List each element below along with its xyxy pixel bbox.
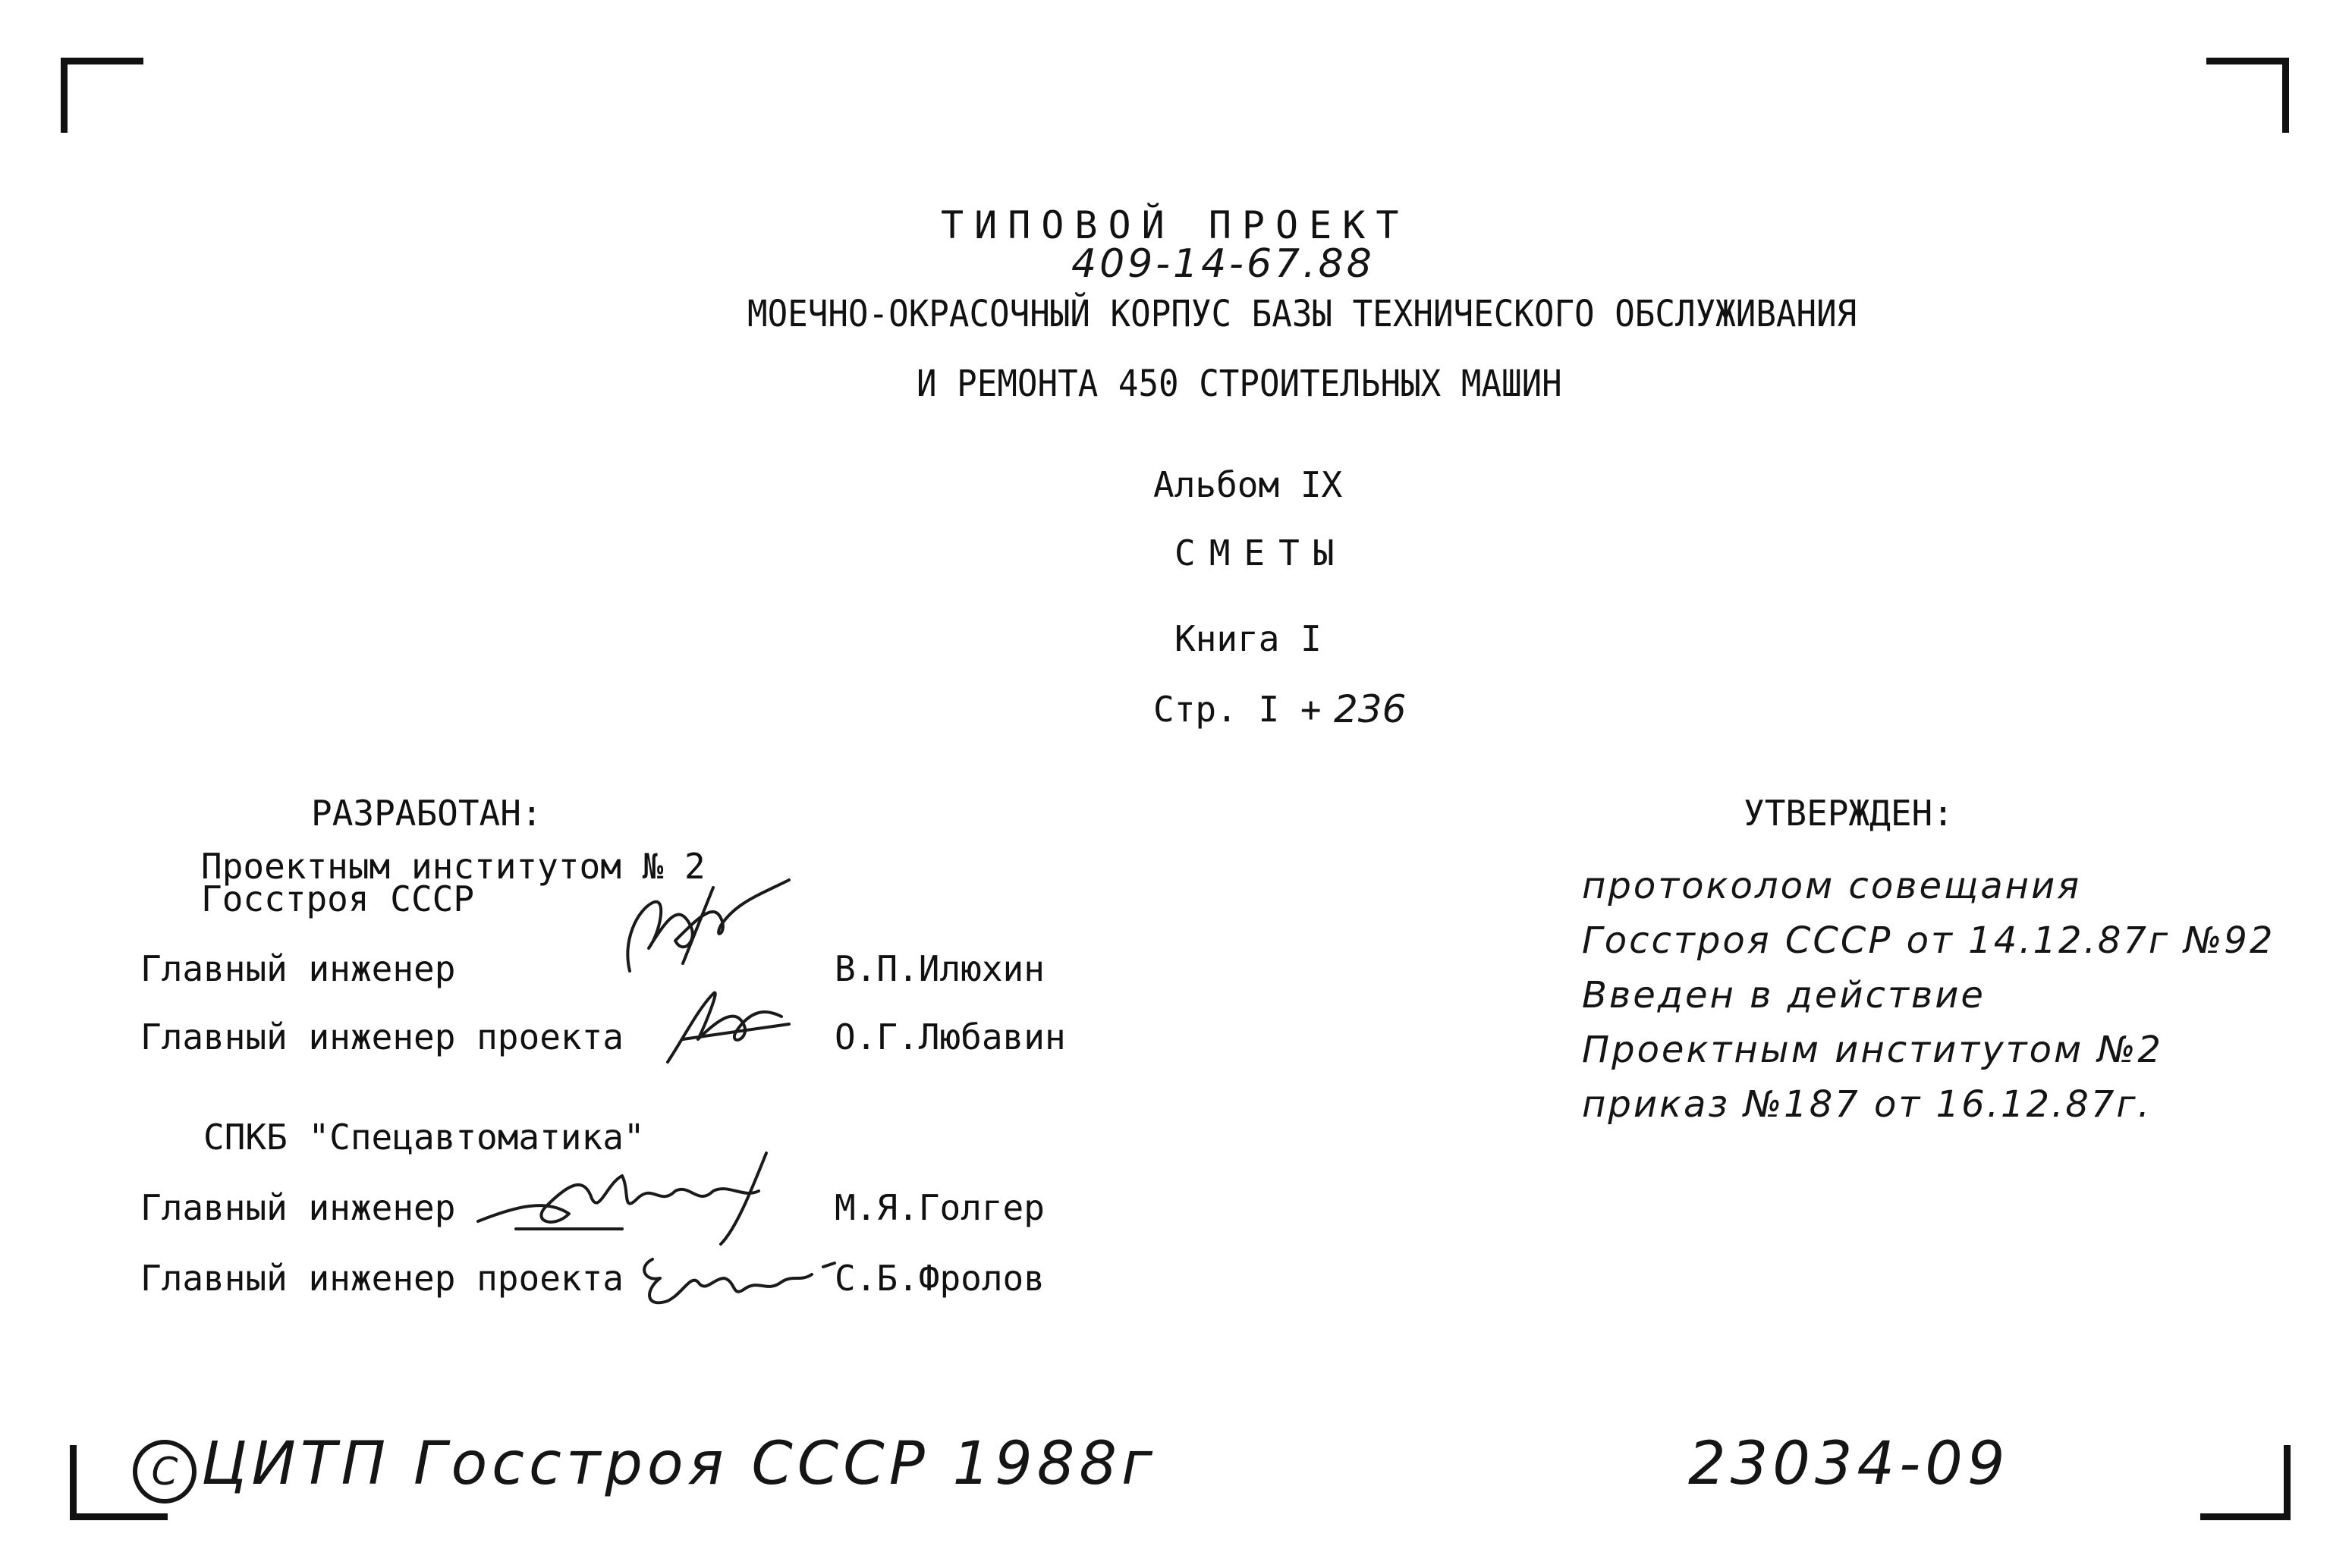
corner-mark-top-right: [2206, 58, 2289, 133]
approved-line: Госстроя СССР от 14.12.87г №92: [1582, 919, 2275, 962]
signatory-name: М.Я.Голгер: [835, 1187, 1045, 1228]
album-label: Альбом IX: [1153, 464, 1343, 505]
signature-frolov: [630, 1236, 842, 1320]
signatory-role: Главный инженер: [140, 1187, 456, 1228]
signatory-name: В.П.Илюхин: [835, 948, 1045, 989]
book-label: Книга I: [1174, 618, 1322, 659]
approved-line: Введен в действие: [1582, 974, 1986, 1017]
approved-heading: УТВЕРЖДЕН:: [1744, 793, 1954, 834]
corner-mark-top-left: [61, 58, 143, 133]
signatory-role: Главный инженер проекта: [140, 1017, 624, 1057]
project-subject-line2: И РЕМОНТА 450 СТРОИТЕЛЬНЫХ МАШИН: [917, 363, 1562, 405]
inventory-number: 23034-09: [1688, 1430, 2010, 1498]
signatory-role: Главный инженер проекта: [140, 1258, 624, 1299]
signature-golger: [470, 1145, 789, 1252]
corner-mark-bottom-right: [2200, 1445, 2291, 1520]
developer-org-line1: Проектным институтом № 2: [201, 846, 706, 887]
signatory-name: С.Б.Фролов: [835, 1258, 1045, 1299]
developer-org2: СПКБ "Спецавтоматика": [203, 1117, 645, 1158]
developer-org-line2: Госстроя СССР: [201, 878, 475, 919]
project-subject-line1: МОЕЧНО-ОКРАСОЧНЫЙ КОРПУС БАЗЫ ТЕХНИЧЕСКОГО ОБСЛУЖИВАНИЯ: [747, 293, 1857, 335]
publisher-note: ЦИТП Госстроя СССР 1988г: [201, 1430, 1158, 1498]
signatory-name: О.Г.Любавин: [835, 1017, 1066, 1057]
project-number: 409-14-67.88: [1071, 241, 1375, 287]
pages-handwritten: 236: [1334, 687, 1407, 731]
signatory-role: Главный инженер: [140, 948, 456, 989]
copyright-icon: С: [133, 1440, 197, 1504]
project-type-title: ТИПОВОЙ ПРОЕКТ: [941, 203, 1410, 247]
approved-line: приказ №187 от 16.12.87г.: [1582, 1083, 2152, 1126]
signature-iliukhin: [607, 872, 804, 994]
developed-heading: РАЗРАБОТАН:: [311, 793, 542, 834]
pages-prefix: Стр. I +: [1153, 689, 1322, 730]
approved-line: протоколом совещания: [1582, 865, 2082, 907]
signature-liubavin: [652, 979, 804, 1077]
approved-line: Проектным институтом №2: [1582, 1029, 2163, 1071]
section-title: СМЕТЫ: [1174, 533, 1348, 573]
